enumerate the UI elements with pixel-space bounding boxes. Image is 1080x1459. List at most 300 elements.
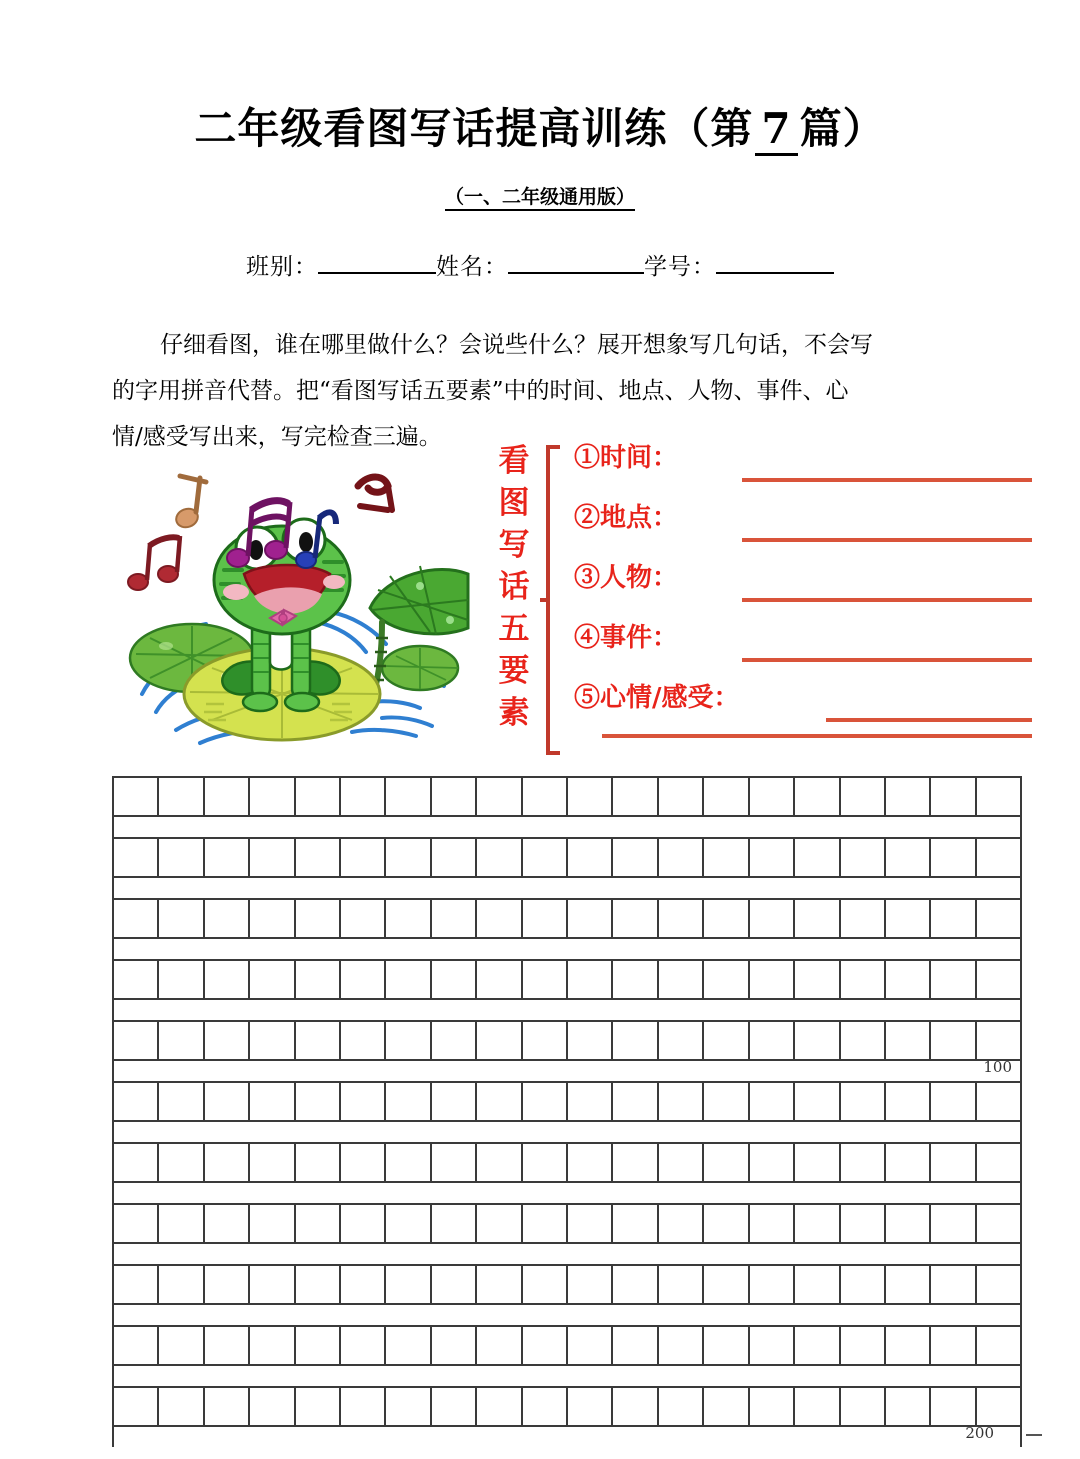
writing-grid-row[interactable] [112, 1142, 1022, 1179]
writing-grid-gap-row [112, 1057, 1022, 1081]
writing-grid-row-cells [112, 1081, 1022, 1122]
writing-grid-cell[interactable] [841, 1388, 886, 1425]
writing-grid-cell[interactable] [386, 1083, 431, 1120]
writing-grid-cell[interactable] [205, 900, 250, 937]
writing-grid-cell[interactable] [704, 1022, 749, 1059]
writing-grid-cell[interactable] [523, 961, 568, 998]
writing-grid-cell[interactable] [613, 1083, 658, 1120]
curly-brace-icon [540, 444, 562, 756]
writing-grid-cell[interactable] [659, 1205, 704, 1242]
writing-grid-cell[interactable] [795, 1327, 840, 1364]
writing-grid-row-cells [112, 1386, 1022, 1427]
writing-grid-cell[interactable] [250, 839, 295, 876]
writing-grid-cell[interactable] [523, 1266, 568, 1303]
writing-grid-cell[interactable] [205, 1388, 250, 1425]
element-label-event: ④事件： [574, 623, 679, 653]
writing-grid-row[interactable] [112, 1020, 1022, 1057]
writing-grid-cell[interactable] [568, 1083, 613, 1120]
writing-grid-cell[interactable] [841, 1083, 886, 1120]
writing-grid-cell[interactable] [795, 1022, 840, 1059]
writing-grid-cell[interactable] [613, 961, 658, 998]
writing-grid-cell[interactable] [977, 1022, 1022, 1059]
writing-grid-cell[interactable] [613, 1266, 658, 1303]
writing-grid-cell[interactable] [704, 1205, 749, 1242]
writing-grid-cell[interactable] [977, 1266, 1022, 1303]
writing-grid-cell[interactable] [568, 839, 613, 876]
id-input-blank[interactable] [716, 250, 834, 274]
writing-grid-cell[interactable] [341, 1327, 386, 1364]
element-blank-feeling[interactable] [826, 718, 1032, 722]
writing-grid-cell[interactable] [296, 1388, 341, 1425]
writing-grid-cell[interactable] [386, 1327, 431, 1364]
writing-grid-cell[interactable] [114, 1266, 159, 1303]
writing-grid-cell[interactable] [841, 1022, 886, 1059]
writing-grid-cell[interactable] [432, 1327, 477, 1364]
writing-grid-cell[interactable] [296, 900, 341, 937]
writing-grid-cell[interactable] [296, 1022, 341, 1059]
writing-grid-cell[interactable] [704, 1266, 749, 1303]
writing-grid-cell[interactable] [432, 1388, 477, 1425]
writing-grid-cell[interactable] [795, 1388, 840, 1425]
writing-grid-cell[interactable] [159, 778, 204, 815]
writing-grid-cell[interactable] [477, 1266, 522, 1303]
writing-grid-cell[interactable] [159, 900, 204, 937]
writing-grid-cell[interactable] [250, 778, 295, 815]
writing-grid-cell[interactable] [114, 778, 159, 815]
element-label-place: ②地点： [574, 503, 679, 533]
writing-grid-cell[interactable] [750, 778, 795, 815]
writing-grid-cell[interactable] [568, 778, 613, 815]
writing-grid-cell[interactable] [613, 1388, 658, 1425]
writing-grid-row[interactable] [112, 776, 1022, 813]
writing-grid-row[interactable] [112, 959, 1022, 996]
writing-grid-cell[interactable] [205, 1266, 250, 1303]
writing-grid-cell[interactable] [795, 1083, 840, 1120]
writing-grid-cell[interactable] [613, 1205, 658, 1242]
writing-grid-cell[interactable] [568, 961, 613, 998]
writing-grid-cell[interactable] [795, 1144, 840, 1181]
writing-grid-cell[interactable] [296, 1144, 341, 1181]
writing-grid-cell[interactable] [886, 1266, 931, 1303]
music-note-tan [174, 476, 206, 530]
writing-grid-row-cells [112, 776, 1022, 817]
element-label-feeling: ⑤心情/感受： [574, 683, 740, 713]
writing-grid-cell[interactable] [341, 1266, 386, 1303]
writing-grid-cell[interactable] [523, 1327, 568, 1364]
writing-grid-row-cells [112, 1203, 1022, 1244]
writing-grid-cell[interactable] [477, 1205, 522, 1242]
writing-grid-cell[interactable] [977, 778, 1022, 815]
writing-grid-cell[interactable] [205, 1144, 250, 1181]
writing-grid-cell[interactable] [296, 1327, 341, 1364]
writing-grid-cell[interactable] [750, 839, 795, 876]
writing-grid-cell[interactable] [704, 1327, 749, 1364]
element-item-people [574, 558, 1032, 618]
writing-grid-cell[interactable] [795, 961, 840, 998]
writing-grid-cell[interactable] [795, 900, 840, 937]
writing-grid-cell[interactable] [886, 900, 931, 937]
writing-grid-cell[interactable] [250, 1327, 295, 1364]
word-count-marker-200: 200 [965, 1424, 994, 1442]
writing-grid-cell[interactable] [114, 1144, 159, 1181]
writing-grid-cell[interactable] [886, 961, 931, 998]
writing-grid-row-cells [112, 898, 1022, 939]
writing-grid-row-cells [112, 1325, 1022, 1366]
writing-grid-cell[interactable] [477, 1144, 522, 1181]
writing-grid-cell[interactable] [750, 1144, 795, 1181]
page-title [0, 96, 1080, 156]
writing-grid-cell[interactable] [250, 1388, 295, 1425]
writing-grid-cell[interactable] [977, 900, 1022, 937]
writing-grid-cell[interactable] [114, 1022, 159, 1059]
writing-grid-cell[interactable] [205, 961, 250, 998]
writing-grid-cell[interactable] [841, 1266, 886, 1303]
writing-grid-cell[interactable] [931, 1083, 976, 1120]
writing-grid-cell[interactable] [205, 839, 250, 876]
writing-grid-cell[interactable] [432, 961, 477, 998]
writing-grid-row[interactable] [112, 1325, 1022, 1362]
writing-grid-cell[interactable] [931, 1266, 976, 1303]
writing-grid-cell[interactable] [432, 1266, 477, 1303]
writing-grid-cell[interactable] [750, 1327, 795, 1364]
vtitle-char-4: 五 [498, 611, 530, 647]
writing-grid-row[interactable] [112, 898, 1022, 935]
page-subtitle [0, 182, 1080, 209]
student-info-line [0, 248, 1080, 281]
writing-grid-cell[interactable] [477, 1022, 522, 1059]
music-note-darkred [128, 536, 180, 590]
writing-grid-cell[interactable] [477, 839, 522, 876]
writing-grid-cell[interactable] [613, 778, 658, 815]
writing-grid-cell[interactable] [886, 1388, 931, 1425]
writing-grid-cell[interactable] [114, 1205, 159, 1242]
writing-grid-cell[interactable] [159, 961, 204, 998]
writing-grid-cell[interactable] [386, 1388, 431, 1425]
writing-grid-cell[interactable] [886, 1205, 931, 1242]
writing-grid-cell[interactable] [341, 1144, 386, 1181]
writing-grid-cell[interactable] [477, 778, 522, 815]
writing-grid-cell[interactable] [704, 900, 749, 937]
writing-grid-cell[interactable] [296, 839, 341, 876]
instruction-line-2: 的字用拼音代替。把“看图写话五要素”中的时间、地点、人物、事件、心 [112, 378, 849, 404]
writing-grid-cell[interactable] [432, 1083, 477, 1120]
writing-grid-cell[interactable] [341, 1388, 386, 1425]
grid-end-tick [1026, 1434, 1042, 1436]
writing-grid-cell[interactable] [659, 778, 704, 815]
writing-grid-cell[interactable] [432, 900, 477, 937]
frog-illustration [120, 462, 470, 767]
writing-grid-cell[interactable] [931, 961, 976, 998]
writing-grid-row-cells [112, 959, 1022, 1000]
writing-grid-cell[interactable] [977, 961, 1022, 998]
writing-grid-cell[interactable] [659, 1083, 704, 1120]
writing-grid-cell[interactable] [296, 1205, 341, 1242]
writing-grid-gap-row [112, 1423, 1022, 1447]
writing-grid-cell[interactable] [205, 1327, 250, 1364]
class-input-blank[interactable] [318, 250, 436, 274]
subtitle-text: （一、二年级通用版） [445, 186, 635, 211]
writing-grid-cell[interactable] [841, 900, 886, 937]
writing-grid-cell[interactable] [659, 1327, 704, 1364]
writing-grid-cell[interactable] [386, 961, 431, 998]
writing-grid-cell[interactable] [523, 1205, 568, 1242]
writing-grid-cell[interactable] [613, 1144, 658, 1181]
writing-grid-cell[interactable] [432, 778, 477, 815]
element-label-people: ③人物： [574, 563, 679, 593]
writing-grid-cell[interactable] [159, 1266, 204, 1303]
word-count-marker-100: 100 [983, 1058, 1012, 1076]
writing-grid-cell[interactable] [568, 1327, 613, 1364]
vtitle-char-6: 素 [498, 695, 530, 731]
writing-grid-cell[interactable] [296, 1266, 341, 1303]
writing-grid-cell[interactable] [432, 1144, 477, 1181]
writing-grid-cell[interactable] [386, 1022, 431, 1059]
writing-grid-cell[interactable] [341, 1205, 386, 1242]
writing-grid-cell[interactable] [386, 1266, 431, 1303]
writing-grid-gap-row [112, 1362, 1022, 1386]
frog-illustration-svg [120, 462, 470, 767]
instruction-line-1: 仔细看图，谁在哪里做什么？会说些什么？展开想象写几句话，不会写 [160, 332, 873, 358]
writing-grid-cell[interactable] [114, 900, 159, 937]
writing-grid-cell[interactable] [750, 1266, 795, 1303]
writing-grid-cell[interactable] [931, 839, 976, 876]
writing-grid-cell[interactable] [250, 1144, 295, 1181]
writing-grid-gap-row [112, 935, 1022, 959]
writing-grid-cell[interactable] [296, 1083, 341, 1120]
writing-grid-cell[interactable] [931, 1388, 976, 1425]
writing-grid-cell[interactable] [750, 1083, 795, 1120]
writing-grid-cell[interactable] [977, 839, 1022, 876]
element-blank-extra[interactable] [602, 734, 1032, 738]
writing-grid-cell[interactable] [205, 778, 250, 815]
writing-grid-cell[interactable] [750, 1022, 795, 1059]
writing-grid-cell[interactable] [931, 1205, 976, 1242]
writing-grid-cell[interactable] [159, 1022, 204, 1059]
writing-grid-cell[interactable] [386, 1144, 431, 1181]
writing-grid-gap-row [112, 1118, 1022, 1142]
element-blank-time[interactable] [742, 478, 1032, 482]
writing-grid-cell[interactable] [568, 1144, 613, 1181]
writing-grid-cell[interactable] [432, 839, 477, 876]
writing-grid-cell[interactable] [114, 1083, 159, 1120]
five-elements-vertical-title [492, 440, 536, 734]
writing-grid-cell[interactable] [386, 1205, 431, 1242]
writing-grid-cell[interactable] [931, 1022, 976, 1059]
five-elements-items [574, 438, 1032, 738]
lotus-leaf-right-small [382, 646, 458, 690]
writing-grid-row[interactable] [112, 1386, 1022, 1423]
writing-grid-row[interactable] [112, 1264, 1022, 1301]
writing-grid-cell[interactable] [841, 778, 886, 815]
writing-grid-row-cells [112, 1020, 1022, 1061]
writing-grid-cell[interactable] [523, 1144, 568, 1181]
writing-grid-cell[interactable] [296, 778, 341, 815]
writing-grid-cell[interactable] [659, 1388, 704, 1425]
writing-grid-cell[interactable] [750, 900, 795, 937]
writing-grid-cell[interactable] [704, 839, 749, 876]
writing-grid-cell[interactable] [250, 1083, 295, 1120]
writing-grid-gap-row [112, 996, 1022, 1020]
writing-grid-cell[interactable] [704, 778, 749, 815]
writing-grid-cell[interactable] [341, 1083, 386, 1120]
writing-grid-gap-row [112, 1240, 1022, 1264]
writing-grid-cell[interactable] [931, 1144, 976, 1181]
element-item-event [574, 618, 1032, 678]
name-input-blank[interactable] [508, 250, 644, 274]
writing-grid-cell[interactable] [250, 961, 295, 998]
writing-grid-cell[interactable] [523, 1388, 568, 1425]
writing-grid-cell[interactable] [977, 1327, 1022, 1364]
writing-grid-gap-row [112, 874, 1022, 898]
writing-grid-cell[interactable] [659, 900, 704, 937]
writing-grid-cell[interactable] [477, 1083, 522, 1120]
writing-grid-cell[interactable] [114, 1327, 159, 1364]
writing-grid-row[interactable] [112, 1081, 1022, 1118]
element-blank-people[interactable] [742, 598, 1032, 602]
writing-grid-cell[interactable] [841, 1327, 886, 1364]
music-note-crimson [358, 477, 392, 510]
writing-grid-cell[interactable] [568, 1022, 613, 1059]
writing-grid-cell[interactable] [114, 961, 159, 998]
writing-grid-cell[interactable] [477, 1388, 522, 1425]
writing-grid-cell[interactable] [341, 1022, 386, 1059]
writing-grid-cell[interactable] [613, 1022, 658, 1059]
writing-grid-cell[interactable] [159, 1327, 204, 1364]
writing-grid-cell[interactable] [432, 1205, 477, 1242]
writing-grid-cell[interactable] [931, 778, 976, 815]
writing-grid-cell[interactable] [523, 778, 568, 815]
writing-grid-cell[interactable] [704, 1144, 749, 1181]
writing-grid-cell[interactable] [159, 1144, 204, 1181]
writing-grid-cell[interactable] [477, 961, 522, 998]
writing-grid-cell[interactable] [114, 1388, 159, 1425]
vtitle-char-2: 写 [498, 527, 530, 563]
writing-grid-cell[interactable] [841, 1144, 886, 1181]
writing-grid-cell[interactable] [704, 1388, 749, 1425]
writing-grid-cell[interactable] [613, 839, 658, 876]
writing-grid-cell[interactable] [659, 1266, 704, 1303]
writing-grid[interactable] [112, 776, 1022, 1447]
writing-grid-cell[interactable] [659, 1144, 704, 1181]
writing-grid-cell[interactable] [341, 961, 386, 998]
element-blank-event[interactable] [742, 658, 1032, 662]
element-blank-place[interactable] [742, 538, 1032, 542]
writing-grid-cell[interactable] [886, 1327, 931, 1364]
writing-grid-gap-row [112, 813, 1022, 837]
writing-grid-cell[interactable] [250, 1022, 295, 1059]
writing-grid-cell[interactable] [841, 961, 886, 998]
writing-grid-cell[interactable] [205, 1205, 250, 1242]
writing-grid-cell[interactable] [341, 839, 386, 876]
writing-grid-cell[interactable] [523, 839, 568, 876]
writing-grid-cell[interactable] [795, 839, 840, 876]
writing-grid-cell[interactable] [750, 1388, 795, 1425]
writing-grid-cell[interactable] [750, 1205, 795, 1242]
writing-grid-cell[interactable] [977, 1388, 1022, 1425]
writing-grid-cell[interactable] [250, 1266, 295, 1303]
writing-grid-cell[interactable] [205, 1083, 250, 1120]
title-number-blank: 7 [755, 104, 797, 156]
class-label: 班别： [246, 254, 318, 280]
writing-grid-cell[interactable] [613, 1327, 658, 1364]
writing-grid-cell[interactable] [341, 778, 386, 815]
writing-grid-cell[interactable] [704, 1083, 749, 1120]
vtitle-char-3: 话 [498, 569, 530, 605]
writing-grid-cell[interactable] [296, 961, 341, 998]
writing-grid-cell[interactable] [977, 1205, 1022, 1242]
writing-grid-cell[interactable] [159, 1083, 204, 1120]
writing-grid-cell[interactable] [977, 1144, 1022, 1181]
writing-grid-cell[interactable] [250, 900, 295, 937]
element-item-place [574, 498, 1032, 558]
writing-grid-cell[interactable] [159, 1205, 204, 1242]
writing-grid-gap-row [112, 1301, 1022, 1325]
element-label-time: ①时间： [574, 443, 679, 473]
writing-grid-cell[interactable] [659, 839, 704, 876]
writing-grid-cell[interactable] [341, 900, 386, 937]
writing-grid-cell[interactable] [386, 839, 431, 876]
writing-grid-cell[interactable] [931, 1327, 976, 1364]
writing-grid-cell[interactable] [432, 1022, 477, 1059]
writing-grid-row[interactable] [112, 837, 1022, 874]
writing-grid-cell[interactable] [159, 1388, 204, 1425]
vtitle-char-0: 看 [498, 443, 530, 479]
writing-grid-cell[interactable] [159, 839, 204, 876]
writing-grid-cell[interactable] [704, 961, 749, 998]
writing-grid-cell[interactable] [931, 900, 976, 937]
writing-grid-cell[interactable] [205, 1022, 250, 1059]
writing-grid-cell[interactable] [477, 900, 522, 937]
writing-grid-cell[interactable] [523, 900, 568, 937]
name-label: 姓名： [436, 254, 508, 280]
writing-grid-cell[interactable] [659, 1022, 704, 1059]
writing-grid-cell[interactable] [386, 778, 431, 815]
writing-grid-cell[interactable] [659, 961, 704, 998]
writing-grid-cell[interactable] [886, 778, 931, 815]
writing-grid-cell[interactable] [613, 900, 658, 937]
writing-grid-cell[interactable] [523, 1083, 568, 1120]
writing-grid-cell[interactable] [886, 1144, 931, 1181]
five-elements-block [492, 438, 1032, 773]
element-item-time [574, 438, 1032, 498]
writing-grid-cell[interactable] [841, 1205, 886, 1242]
writing-grid-cell[interactable] [886, 839, 931, 876]
writing-grid-cell[interactable] [568, 1266, 613, 1303]
instruction-line-3: 情/感受写出来，写完检查三遍。 [112, 424, 442, 450]
writing-grid-cell[interactable] [250, 1205, 295, 1242]
writing-grid-cell[interactable] [477, 1327, 522, 1364]
writing-grid-cell[interactable] [523, 1022, 568, 1059]
writing-grid-cell[interactable] [977, 1083, 1022, 1120]
writing-grid-cell[interactable] [568, 1388, 613, 1425]
writing-grid-cell[interactable] [568, 1205, 613, 1242]
writing-grid-cell[interactable] [886, 1083, 931, 1120]
writing-grid-cell[interactable] [886, 1022, 931, 1059]
title-prefix: 二年级看图写话提高训练（第 [194, 104, 754, 153]
writing-grid-cell[interactable] [568, 900, 613, 937]
writing-grid-cell[interactable] [750, 961, 795, 998]
writing-grid-cell[interactable] [795, 1266, 840, 1303]
writing-grid-cell[interactable] [841, 839, 886, 876]
writing-grid-cell[interactable] [114, 839, 159, 876]
writing-grid-cell[interactable] [795, 1205, 840, 1242]
writing-grid-row[interactable] [112, 1203, 1022, 1240]
writing-grid-row-cells [112, 837, 1022, 878]
writing-grid-cell[interactable] [795, 778, 840, 815]
vtitle-char-1: 图 [498, 485, 530, 521]
writing-grid-cell[interactable] [386, 900, 431, 937]
id-label: 学号： [644, 254, 716, 280]
